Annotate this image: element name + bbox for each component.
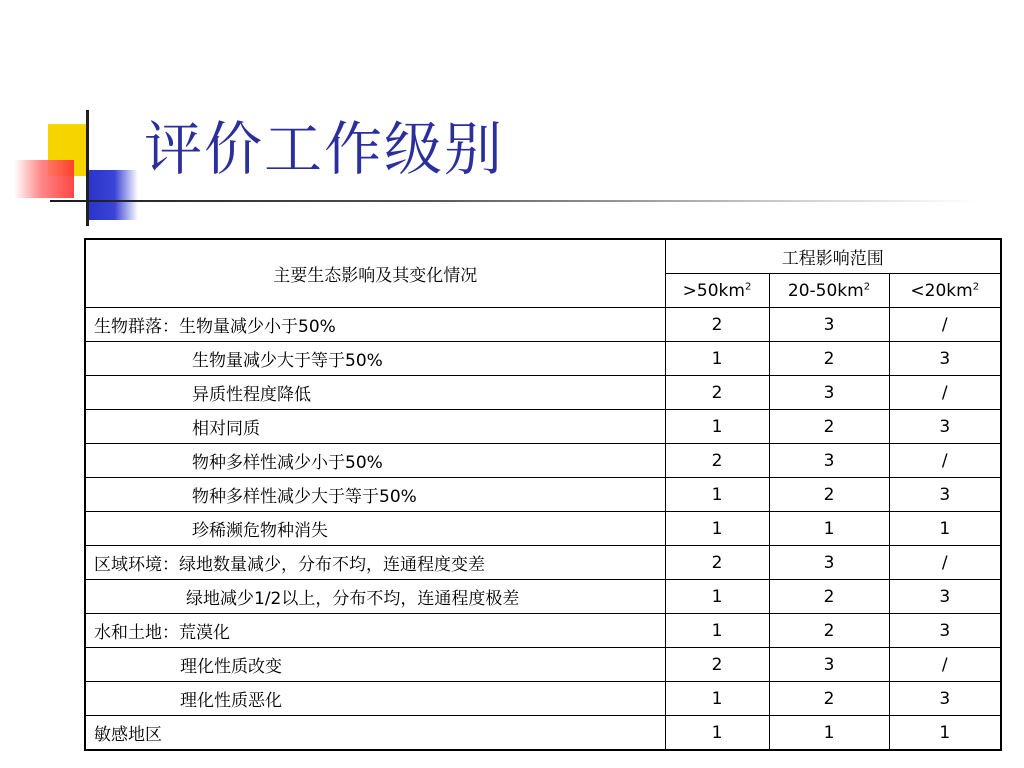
grade-cell: 2	[665, 376, 769, 410]
table-header-row	[85, 239, 1001, 274]
row-factor-label: 区域环境：绿地数量减少，分布不均，连通程度变差	[85, 546, 665, 580]
grade-cell: /	[889, 444, 1001, 478]
grade-cell: 3	[889, 410, 1001, 444]
grade-cell: 2	[665, 444, 769, 478]
table-row	[85, 614, 1001, 648]
grade-cell: 1	[665, 580, 769, 614]
table-row	[85, 376, 1001, 410]
row-factor-label: 敏感地区	[85, 716, 665, 751]
grade-cell: 1	[665, 614, 769, 648]
table-row	[85, 648, 1001, 682]
row-factor-label: 理化性质改变	[85, 648, 665, 682]
evaluation-grade-table	[84, 238, 1002, 751]
header-range-group: 工程影响范围	[665, 239, 1001, 274]
grade-cell: 3	[769, 444, 889, 478]
grade-cell: /	[889, 308, 1001, 342]
grade-cell: 1	[889, 512, 1001, 546]
grade-cell: 3	[769, 308, 889, 342]
row-factor-label: 绿地减少1/2以上，分布不均，连通程度极差	[85, 580, 665, 614]
table-row	[85, 546, 1001, 580]
grade-cell: 2	[665, 546, 769, 580]
table-row	[85, 580, 1001, 614]
table-body	[85, 308, 1001, 751]
slide-title: 评价工作级别	[144, 115, 505, 183]
grade-cell: 1	[665, 478, 769, 512]
decor-vertical-line	[86, 110, 89, 226]
header-factor: 主要生态影响及其变化情况	[85, 239, 665, 308]
row-factor-label: 生物量减少大于等于50%	[85, 342, 665, 376]
grade-cell: 3	[889, 682, 1001, 716]
table-row	[85, 308, 1001, 342]
grade-cell: 1	[665, 410, 769, 444]
grade-cell: 2	[665, 648, 769, 682]
row-factor-label: 珍稀濒危物种消失	[85, 512, 665, 546]
row-factor-label: 水和土地：荒漠化	[85, 614, 665, 648]
grade-cell: 3	[769, 648, 889, 682]
title-underline	[50, 200, 980, 202]
decor-red-bar	[14, 160, 74, 198]
grade-cell: 3	[889, 342, 1001, 376]
grade-cell: 1	[769, 716, 889, 751]
header-range-large: $>50km^2$	[665, 274, 769, 308]
table-row	[85, 410, 1001, 444]
grade-cell: 2	[769, 682, 889, 716]
grade-cell: /	[889, 546, 1001, 580]
grade-cell: 2	[769, 580, 889, 614]
grade-cell: 2	[769, 410, 889, 444]
header-range-small: $<20km^2$	[889, 274, 1001, 308]
grade-cell: 2	[769, 614, 889, 648]
grade-cell: 3	[769, 546, 889, 580]
grade-cell: 3	[889, 478, 1001, 512]
grade-cell: 2	[769, 478, 889, 512]
grade-cell: 1	[665, 716, 769, 751]
grade-cell: 3	[889, 580, 1001, 614]
table-row	[85, 444, 1001, 478]
table-row	[85, 512, 1001, 546]
grade-cell: 2	[769, 342, 889, 376]
row-factor-label: 异质性程度降低	[85, 376, 665, 410]
grade-cell: 1	[665, 342, 769, 376]
grade-cell: /	[889, 376, 1001, 410]
grade-cell: 1	[665, 682, 769, 716]
row-factor-label: 理化性质恶化	[85, 682, 665, 716]
row-factor-label: 物种多样性减少大于等于50%	[85, 478, 665, 512]
grade-cell: 1	[889, 716, 1001, 751]
table-row	[85, 478, 1001, 512]
grade-cell: 2	[665, 308, 769, 342]
grade-cell: 3	[889, 614, 1001, 648]
header-range-medium: $20-50km^2$	[769, 274, 889, 308]
row-factor-label: 生物群落：生物量减少小于50%	[85, 308, 665, 342]
grade-cell: 1	[769, 512, 889, 546]
grade-cell: 3	[769, 376, 889, 410]
decor-blue-square	[86, 170, 138, 220]
table-row	[85, 342, 1001, 376]
row-factor-label: 相对同质	[85, 410, 665, 444]
grade-cell: /	[889, 648, 1001, 682]
table-row	[85, 682, 1001, 716]
grade-cell: 1	[665, 512, 769, 546]
row-factor-label: 物种多样性减少小于50%	[85, 444, 665, 478]
table-row	[85, 716, 1001, 751]
